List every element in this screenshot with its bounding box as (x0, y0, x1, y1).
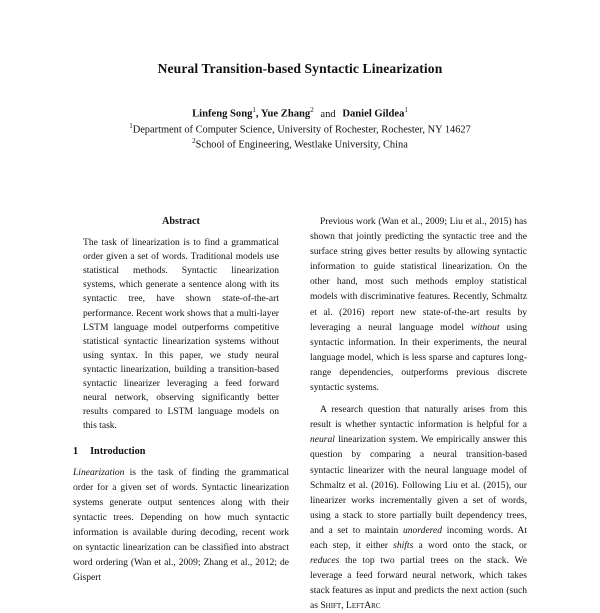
author-affiliation-mark: 1 (252, 106, 256, 114)
section-number: 1 (73, 446, 79, 458)
body-paragraph-2 (310, 402, 527, 613)
emphasis-term: shifts (393, 539, 414, 551)
paragraph-text: incoming words. At each step, it either (310, 524, 527, 551)
left-column (73, 214, 289, 585)
paragraph-text: linearization system. We empirically answer this question by comparing a neural transition-based syntactic linearizer with the neural language model of Schmaltz et al. (2016). Following Liu et al. (2015), our linearizer works incrementally given a set of words, using a stack to store partially built dependency trees, and a set to maintain (310, 434, 527, 536)
small-caps-term: Shift (320, 600, 342, 612)
affiliation-1 (0, 122, 600, 135)
section-heading-introduction (73, 444, 289, 459)
author-list (0, 106, 600, 120)
intro-paragraph (73, 465, 289, 586)
paragraph-text: a word onto the stack, or (413, 539, 527, 551)
author-name: Linfeng Song (192, 108, 253, 120)
emphasis-term: unordered (402, 524, 443, 536)
emphasis-term: neural (310, 434, 335, 446)
author-conjunction: and (320, 108, 336, 120)
right-column (310, 214, 527, 613)
author-separator: , (255, 108, 259, 120)
paragraph-text: is the task of finding the grammatical order for a given set of words. Syntactic linearization systems generate output sentences along with their syntactic trees. Depending on how much syntactic information is available during decoding, recent work on syntactic linearization can be classified into abstract word ordering (Wan et al., 2009; Zhang et al., 2012; de Gispert (73, 466, 289, 584)
affiliation-2 (0, 137, 600, 150)
abstract-heading: Abstract (162, 216, 200, 227)
paragraph-text: Previous work (Wan et al., 2009; Liu et al., 2015) has shown that jointly predicting the syntactic tree and the surface string gives better results by allowing syntactic information to guide statistical linearization. On the other hand, most such methods employ statistical models with discriminative features. Recently, Schmaltz et al. (2016) report new state-of-the-art results by leveraging a neural language model (310, 216, 527, 333)
author-affiliation-mark: 2 (310, 106, 314, 114)
author-affiliation-mark: 1 (404, 106, 408, 114)
paper-title: Neural Transition-based Syntactic Linearization (157, 61, 443, 76)
abstract-body: The task of linearization is to find a grammatical order given a set of words. Traditional models use statistical methods. Syntactic linearization systems, which generate a sentence along with its syntactic tree, have shown state-of-the-art performance. Recent work shows that a multi-layer LSTM language model outperforms competitive statistical syntactic linearization systems without using syntax. In this paper, we study neural syntactic linearization, building a transition-based syntactic linearizer leveraging a feed forward neural network, observing significantly better results compared to LSTM language models on this task. (83, 237, 279, 432)
paragraph-text: , (341, 600, 346, 612)
emphasis-term: Linearization (73, 466, 125, 478)
small-caps-term: LeftArc (346, 600, 381, 612)
affiliation-mark: 2 (192, 137, 196, 145)
affiliation-text: School of Engineering, Westlake University, China (195, 139, 408, 151)
author-name: Daniel Gildea (342, 108, 405, 120)
body-paragraph-1 (310, 214, 527, 395)
paragraph-text: using syntactic information. In their experiments, the neural language model, which is less sparse and captures long-range dependencies, outperforms previous discrete syntactic systems. (310, 321, 527, 394)
paragraph-text: the top two partial trees on the stack. We leverage a feed forward neural network, which takes stack features as input and predicts the next action (such as (310, 555, 527, 612)
affiliation-text: Department of Computer Science, University of Rochester, Rochester, NY 14627 (132, 124, 471, 136)
affiliation-mark: 1 (129, 122, 133, 130)
emphasis-term: reduces (310, 555, 340, 567)
emphasis-term: without (470, 321, 500, 333)
section-title: Introduction (90, 446, 146, 458)
author-name: Yue Zhang (260, 108, 311, 120)
paragraph-text: A research question that naturally arises from this result is whether syntactic information is helpful for a (310, 404, 527, 431)
